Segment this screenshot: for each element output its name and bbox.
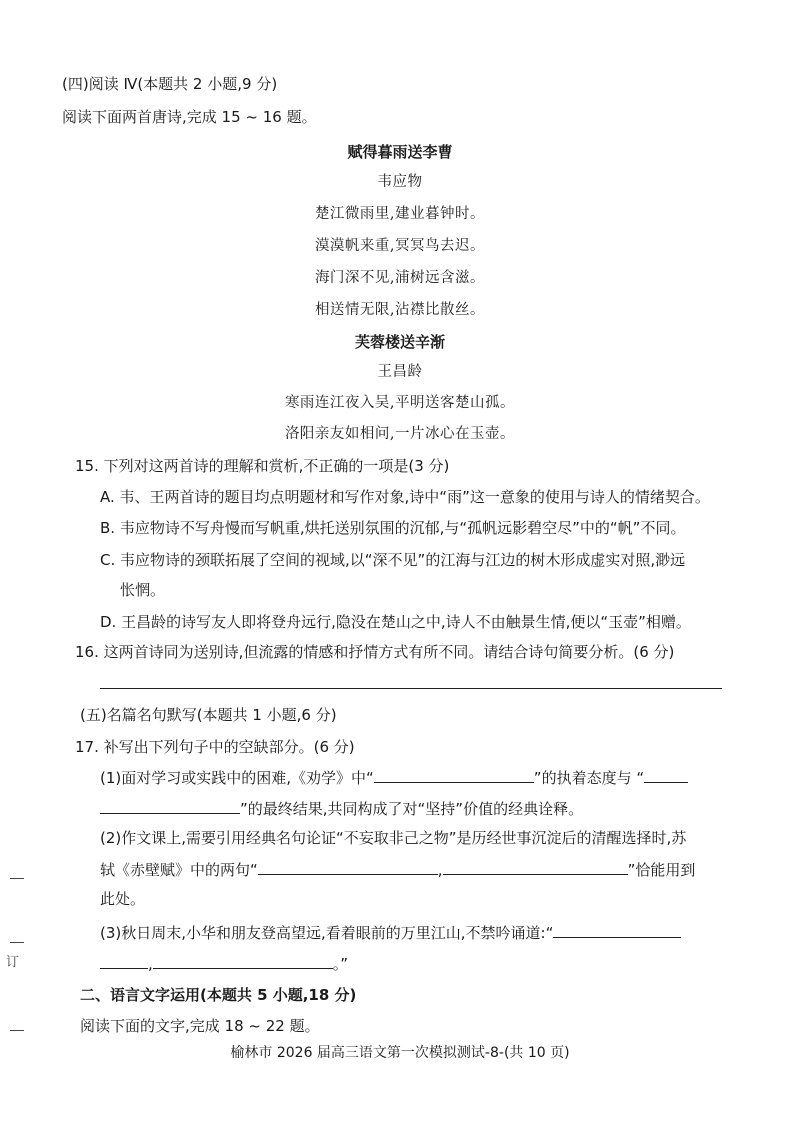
question-15-option-c: C. 韦应物诗的颈联拓展了空间的视域,以“深不见”的江海与江边的树木形成虚实对照,渺远 — [100, 551, 686, 569]
poem2-line: 洛阳亲友如相问,一片冰心在玉壶。 — [284, 426, 516, 442]
text: 。” — [332, 955, 349, 973]
text: ”的执着态度与 “ — [533, 769, 645, 787]
answer-line[interactable] — [100, 688, 722, 689]
question-15-option-d: D. 王昌龄的诗写友人即将登舟远行,隐没在楚山之中,诗人不由触景生情,便以“玉壶”相赠。 — [100, 613, 691, 631]
question-15-option-a: A. 韦、王两首诗的题目均点明题材和写作对象,诗中“雨”这一意象的使用与诗人的情绪契合。 — [100, 488, 710, 506]
question-17-part-2-cont — [100, 859, 695, 880]
fill-blank[interactable] — [644, 767, 688, 783]
binding-mark — [10, 1030, 24, 1031]
question-15-option-c-cont: 怅惘。 — [120, 581, 166, 599]
poem1-title: 赋得暮雨送李曹 — [347, 143, 453, 161]
question-15-option-b: B. 韦应物诗不写舟慢而写帆重,烘托送别氛围的沉郁,与“孤帆远影碧空尽”中的“帆”不同。 — [100, 519, 686, 537]
question-17-part-1-cont — [100, 798, 583, 819]
question-17-part-3-cont — [100, 953, 348, 974]
poem1-line: 海门深不见,浦树远含滋。 — [314, 270, 486, 286]
text: (1)面对学习或实践中的困难,《劝学》中“ — [100, 769, 374, 787]
fill-blank[interactable] — [153, 953, 333, 969]
fill-blank[interactable] — [553, 922, 681, 938]
binding-mark — [10, 878, 24, 879]
text: , — [437, 861, 443, 879]
poem1-author: 韦应物 — [377, 174, 423, 190]
text: ”的最终结果,共同构成了对“坚持”价值的经典诠释。 — [240, 800, 584, 818]
fill-blank[interactable] — [100, 798, 240, 814]
part-instruction: 阅读下面的文字,完成 18 ~ 22 题。 — [80, 1017, 320, 1035]
section-instruction: 阅读下面两首唐诗,完成 15 ~ 16 题。 — [62, 108, 317, 126]
question-17-stem: 17. 补写出下列句子中的空缺部分。(6 分) — [75, 738, 355, 756]
binding-glyph: 订 — [6, 955, 20, 970]
text: , — [148, 955, 153, 973]
poem1-line: 楚江微雨里,建业暮钟时。 — [314, 206, 486, 222]
poem2-line: 寒雨连江夜入吴,平明送客楚山孤。 — [284, 395, 516, 411]
question-17-part-2: (2)作文课上,需要引用经典名句论证“不妄取非己之物”是历经世事沉淀后的清醒选择时,苏 — [100, 829, 687, 847]
text: 轼《赤壁赋》中的两句“ — [100, 861, 258, 879]
page-footer: 榆林市 2026 届高三语文第一次模拟测试-8-(共 10 页) — [230, 1045, 570, 1061]
text: (3)秋日周末,小华和朋友登高望远,看着眼前的万里江山,不禁吟诵道:“ — [100, 924, 554, 942]
poem2-author: 王昌龄 — [377, 364, 423, 380]
fill-blank[interactable] — [100, 953, 148, 969]
question-17-part-2-end: 此处。 — [100, 890, 146, 908]
fill-blank[interactable] — [443, 859, 628, 875]
poem1-line: 漠漠帆来重,冥冥鸟去迟。 — [314, 238, 486, 254]
question-15-stem: 15. 下列对这两首诗的理解和赏析,不正确的一项是(3 分) — [75, 457, 450, 475]
poem2-title: 芙蓉楼送辛渐 — [354, 333, 445, 351]
fill-blank[interactable] — [374, 767, 534, 783]
fill-blank[interactable] — [258, 859, 438, 875]
binding-mark — [10, 942, 24, 943]
poem1-line: 相送情无限,沾襟比散丝。 — [314, 302, 486, 318]
section-heading: (四)阅读 Ⅳ(本题共 2 小题,9 分) — [62, 75, 278, 93]
text: ”恰能用到 — [627, 861, 696, 879]
question-17-part-3 — [100, 922, 681, 943]
question-16-stem: 16. 这两首诗同为送别诗,但流露的情感和抒情方式有所不同。请结合诗句简要分析。(6 分) — [75, 643, 675, 661]
part-heading: 二、语言文字运用(本题共 5 小题,18 分) — [80, 986, 357, 1004]
question-17-part-1 — [100, 767, 688, 788]
section-heading: (五)名篇名句默写(本题共 1 小题,6 分) — [80, 706, 337, 724]
